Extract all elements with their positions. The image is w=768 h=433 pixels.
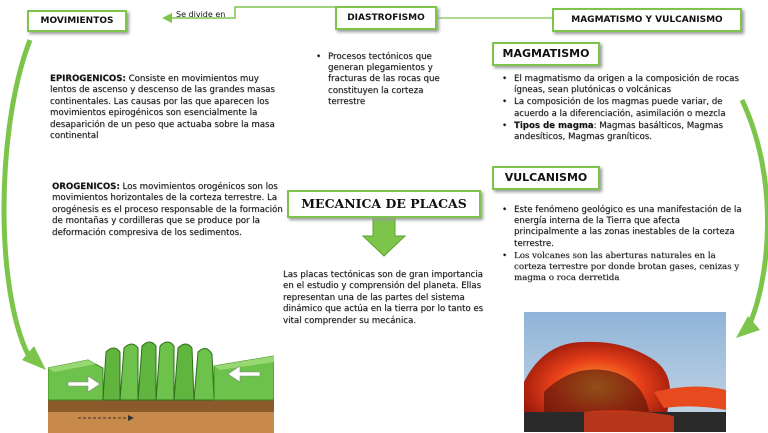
mecanica-box: MECANICA DE PLACAS — [287, 190, 481, 218]
orogenicos-text — [52, 182, 284, 239]
list-item: • Procesos tectónicos que generan plegamientos y fracturas de las rocas que constituyen la corteza terrestre — [314, 52, 456, 108]
diastrofismo-box: DIASTROFISMO — [335, 6, 437, 30]
epirogenicos-text — [50, 74, 278, 142]
list-item: • El magmatismo da origen a la composición de rocas ígneas, sean plutónicas o volcánicas — [500, 74, 744, 96]
movimientos-box: MOVIMIENTOS — [27, 10, 127, 32]
down-arrow — [363, 218, 405, 256]
right-curved-arrow — [742, 100, 768, 328]
list-item: • La composición de los magmas puede variar, de acuerdo a la diferenciación, asimilación o mezcla — [500, 97, 744, 119]
volcano-photo — [524, 312, 726, 432]
diastrofismo-list — [314, 52, 456, 109]
connector-label: Se divide en — [176, 10, 226, 19]
epirogenicos-body: Consiste en movimientos muy lentos de ascenso y descenso de las grandes masas continentales. Las causas por las que aparecen los movimientos epirogénicos son esencialmente la desaparición de un peso que actuaba sobre la masa continental — [50, 74, 275, 142]
orogenicos-body: Los movimientos orogénicos son los movimientos horizontales de la corteza terrestre. La orogénesis es el proceso responsable de la formación de montañas y cordilleras que se produce por la deformación compresiva de los sedimentos. — [52, 182, 283, 238]
magmatismo-box: MAGMATISMO — [492, 42, 600, 66]
magmatismo-list — [500, 74, 744, 144]
orogenicos-term: OROGENICOS: — [52, 182, 120, 192]
list-item: • Este fenómeno geológico es una manifestación de la energía interna de la Tierra que afecta principalmente a las zonas inestables de la corteza terrestre. — [500, 205, 744, 250]
arrow-head-left — [162, 13, 172, 23]
list-item: • Los volcanes son las aberturas naturales en la corteza terrestre por donde brotan gases, cenizas y magma o roca derretida — [500, 251, 744, 285]
left-curved-arrow — [4, 40, 32, 362]
vulcanismo-list — [500, 205, 744, 285]
magmatismo-vulcanismo-box: MAGMATISMO Y VULCANISMO — [552, 8, 742, 32]
mecanica-text: Las placas tectónicas son de gran importancia en el estudio y comprensión del planeta. Ellas representan una de las partes del sistema dinámico que actúa en la tierra por lo tanto es vital comprender su mecánica. — [283, 270, 484, 326]
fold-illustration — [48, 338, 274, 433]
list-item: • Tipos de magma: Magmas basálticos, Magmas andesíticos, Magmas graníticos. — [500, 121, 744, 143]
epirogenicos-term: EPIROGENICOS: — [50, 74, 126, 84]
right-curved-arrow-head — [736, 316, 760, 338]
vulcanismo-box: VULCANISMO — [492, 166, 600, 190]
